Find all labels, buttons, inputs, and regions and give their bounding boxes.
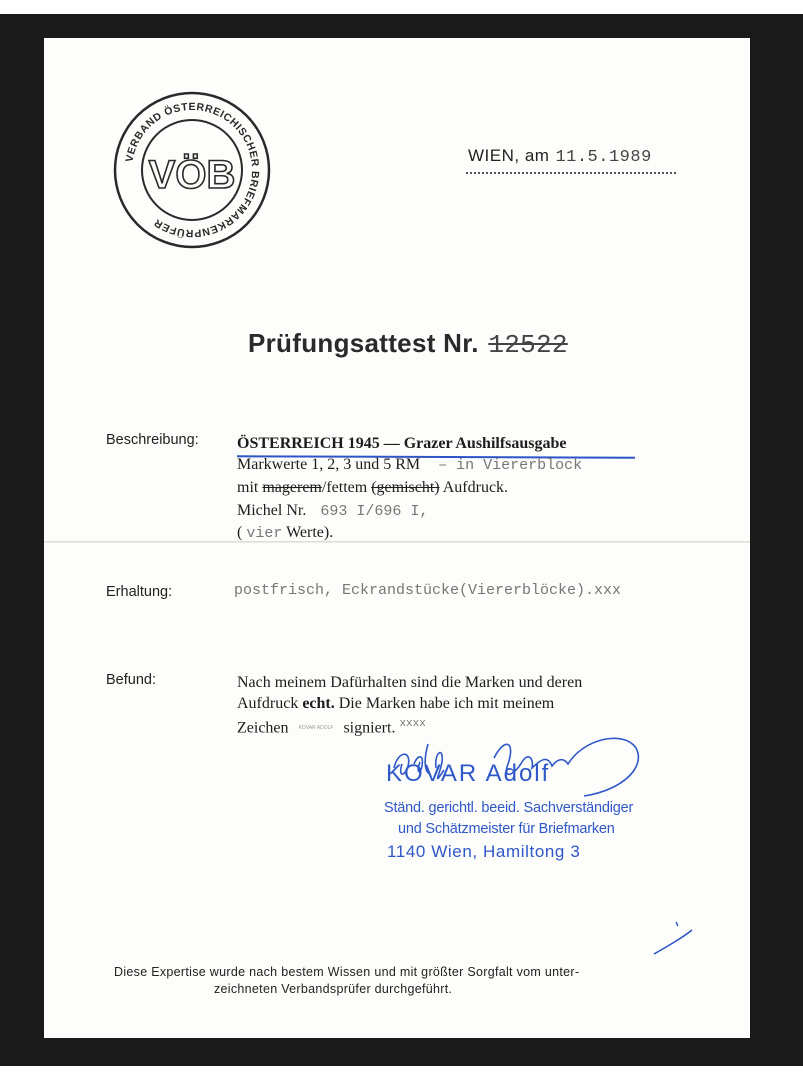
certificate-title xyxy=(248,328,568,360)
place-label: WIEN, am xyxy=(468,146,550,165)
gemischt-struck: (gemischt) xyxy=(371,479,440,496)
paren-open: ( xyxy=(237,524,243,541)
befund-xxxx: xxxx xyxy=(399,718,426,730)
michel-number: 693 I/696 I, xyxy=(320,503,429,520)
befund-line-2 xyxy=(237,693,667,714)
description-line-5 xyxy=(237,524,333,542)
vier-typed: vier xyxy=(246,525,283,542)
description-line-3 xyxy=(237,479,508,497)
fettem-text: /fettem xyxy=(321,479,368,496)
signiert-word: signiert. xyxy=(343,719,396,737)
footer-line-2: zeichneten Verbandsprüfer durchgeführt. xyxy=(214,982,453,996)
title-label: Prüfungsattest Nr. xyxy=(248,328,479,358)
footer-disclaimer xyxy=(114,964,694,998)
check-mark-icon xyxy=(648,918,698,958)
beschreibung-label: Beschreibung: xyxy=(106,432,199,448)
voeb-seal-logo xyxy=(112,90,272,250)
description-line-2 xyxy=(237,456,582,474)
certificate-page xyxy=(44,38,750,1038)
description-line-1: ÖSTERREICH 1945 — Grazer Aushilfsausgabe xyxy=(237,435,567,452)
stamp-city: 1140 Wien, Hamiltong 3 xyxy=(387,842,581,861)
expert-mark: KOVAR ADOLF xyxy=(298,725,334,732)
aufdruck-word: Aufdruck xyxy=(237,695,299,712)
seal-monogram: VÖB xyxy=(148,153,236,197)
certificate-number: 12522 xyxy=(488,330,568,360)
aufdruck-text: Aufdruck. xyxy=(442,479,509,496)
footer-line-1: Diese Expertise wurde nach bestem Wissen und mit größter Sorgfalt vom unter- xyxy=(114,965,580,979)
paper-fold-line xyxy=(44,541,750,543)
erhaltung-label: Erhaltung: xyxy=(106,584,173,600)
date-dotted-line xyxy=(466,172,676,174)
befund-line-1: Nach meinem Dafürhalten sind die Marken und deren xyxy=(237,674,583,691)
michel-label: Michel Nr. xyxy=(237,502,307,519)
erhaltung-value: postfrisch, Eckrandstücke(Viererblöcke).xxx xyxy=(234,582,622,599)
stamp-line-1: Ständ. gerichtl. beeid. Sachverständiger xyxy=(384,800,634,816)
befund-line-2-rest: Die Marken habe ich mit meinem xyxy=(338,695,555,712)
bottom-frame-border xyxy=(0,1066,803,1080)
magerem-struck: magerem xyxy=(262,479,322,496)
place-date xyxy=(468,146,652,167)
top-frame-border xyxy=(0,0,803,14)
viererblock-typed: – in Viererblock xyxy=(438,457,583,474)
stamp-name: KOVAR Adolf xyxy=(386,760,551,787)
echt-word: echt. xyxy=(302,695,335,712)
seal-ring-text: VERBAND ÖSTERREICHISCHER BRIEFMARKENPRÜFER xyxy=(123,100,262,240)
mit-text: mit xyxy=(237,479,259,496)
markwerte-text: Markwerte 1, 2, 3 und 5 RM xyxy=(237,456,421,473)
zeichen-word: Zeichen xyxy=(237,719,289,737)
description-line-4 xyxy=(237,502,428,520)
stamp-line-2: und Schätzmeister für Briefmarken xyxy=(398,821,615,837)
issue-date: 11.5.1989 xyxy=(555,148,652,167)
werte-text: Werte). xyxy=(286,524,334,541)
befund-label: Befund: xyxy=(106,672,156,688)
